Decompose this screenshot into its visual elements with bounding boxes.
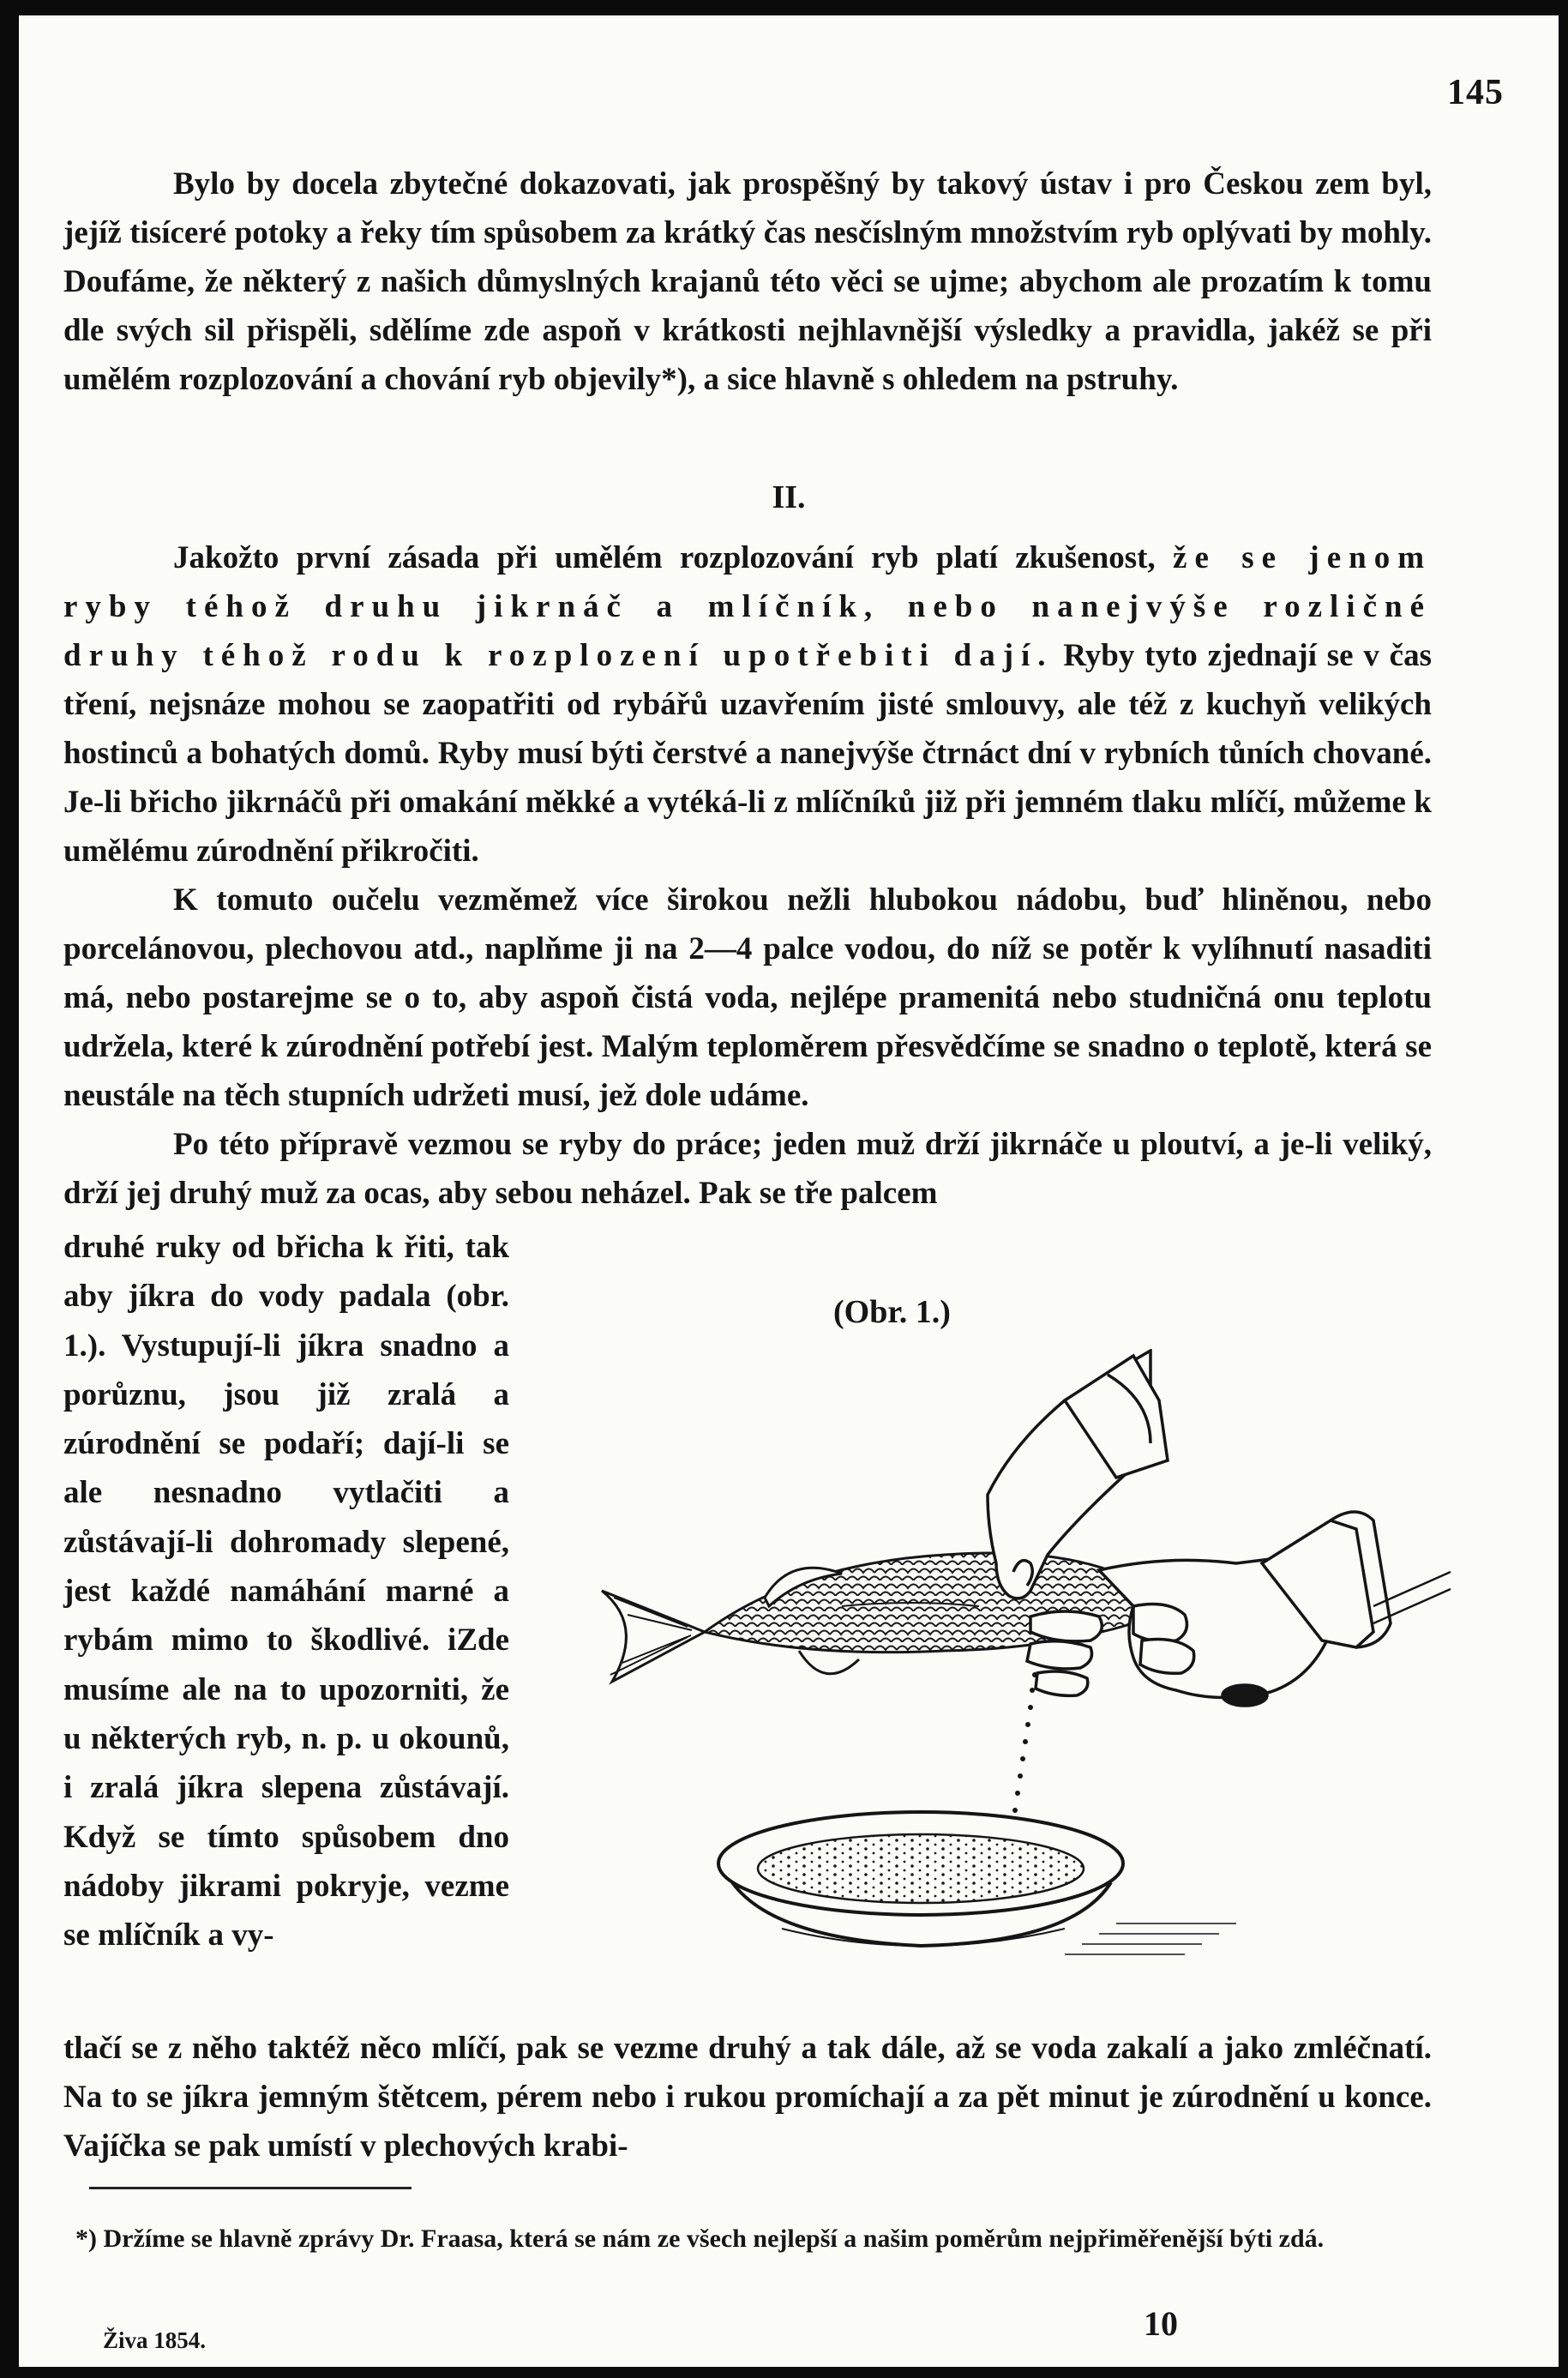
continuation-text: tlačí se z něho taktéž něco mlíčí, pak se vezme druhý a tak dále, až se voda zakalí a jako zmléčnatí. Na to se jíkra jemným štětcem, pérem nebo i rukou promíchají a za pět minut je zúrodnění u konce. Vajíčka se pak umístí v plechových krabi-	[63, 2031, 1432, 2164]
right-hand	[1099, 1512, 1451, 1706]
emphasized-principle: že se jenom ryby téhož druhu jikrnáč a mlíčník, nebo nanejvýše rozličné druhy téhož rodu k rozplození upotřebiti dají.	[63, 540, 1433, 673]
continuation-paragraph	[63, 2024, 1432, 2170]
intro-paragraph	[63, 160, 1432, 404]
section-paragraph-1	[63, 533, 1432, 876]
footnote-divider	[89, 2187, 412, 2189]
section-p1-start: Jakožto první zásada při umělém rozplozování ryb platí zkušenost,	[173, 540, 1156, 575]
section-heading: II.	[772, 479, 806, 515]
intro-text: Bylo by docela zbytečné dokazovati, jak prospěšný by takový ústav i pro Českou zem byl, jejíž tisíceré potoky a řeky tím spůsobem za krátký čas nesčíslným množstvím ryb oplývati by mohly. Doufáme, že některý z našich důmyslných krajanů této věci se ujme; abychom ale prozatím k tomu dle svých sil přispěli, sdělíme zde aspoň v krátkosti nejhlavnější výsledky a pravidla, jakéž se při umělém rozplozování a chování ryb objevily	[63, 166, 1432, 397]
footnote-mark: *)	[75, 2224, 97, 2253]
footnote	[75, 2218, 1439, 2261]
spawning-bowl	[718, 1812, 1236, 1954]
intro-text-end: , a sice hlavně s ohledem na pstruhy.	[687, 362, 1179, 397]
book-page	[19, 15, 1559, 2367]
footnote-reference[interactable]: *)	[661, 362, 688, 397]
print-signature: Živa 1854.	[103, 2327, 207, 2353]
section-paragraph-3: Po této přípravě vezmou se ryby do práce; jeden muž drží jikrnáče u ploutví, a je-li veliký, drží jej druhý muž za ocas, aby sebou neházel. Pak se tře palcem	[63, 1127, 1432, 1211]
page-number: 145	[1447, 73, 1504, 112]
section-two-body	[63, 533, 1432, 1218]
footnote-text: Držíme se hlavně zprávy Dr. Fraasa, která se nám ze všech nejlepší a našim poměrům nejpřiměřenější býti zdá.	[103, 2224, 1325, 2253]
figure-wrap-text: druhé ruky od břicha k řiti, tak aby jíkra do vody padala (obr. 1.). Vystupují-li jíkra snadno a porůznu, jsou již zralá a zúrodnění se podaří; dají-li se ale nesnadno vytlačiti a zůstávají-li dohromady slepené, jest každé namáhání marné a rybám mimo to škodlivé. iZde musíme ale na to upozorniti, že u některých ryb, n. p. u okounů, i zralá jíkra slepena zůstávají. Když se tímto spůsobem dno nádoby jikrami pokryje, vezme se mlíčník a vy-	[63, 1230, 509, 1954]
figure-caption: (Obr. 1.)	[833, 1294, 951, 1330]
section-p1-end: Ryby tyto zjednají se v čas tření, nejsnáze mohou se zaopatřiti od rybářů uzavřením jisté smlouvy, ale též z kuchyň velikých hostinců a bohatých domů. Ryby musí býti čerstvé a nanejvýše čtrnáct dní v rybních tůních chované. Je-li břicho jikrnáčů při omakání měkké a vytéká-li z mlíčníků již při jemném tlaku mlíčí, můžeme k umělému zúrodnění přikročiti.	[63, 638, 1432, 869]
intro-paragraph-block	[63, 160, 1432, 404]
fish-spawning-illustration	[585, 1349, 1459, 1966]
section-paragraph-2: K tomuto oučelu vezměmež více širokou nežli hlubokou nádobu, buď hliněnou, nebo porcelánovou, plechovou atd., naplňme ji na 2—4 palce vodou, do níž se potěr k vylíhnutí nasaditi má, nebo postarejme se o to, aby aspoň čistá voda, nejlépe pramenitá nebo studničná onu teplotu udržela, které k zúrodnění potřebí jest. Malým teploměrem přesvědčíme se snadno o teplotě, která se neustále na těch stupních udržeti musí, jež dole udáme.	[63, 882, 1432, 1113]
sheet-number: 10	[1144, 2304, 1178, 2343]
